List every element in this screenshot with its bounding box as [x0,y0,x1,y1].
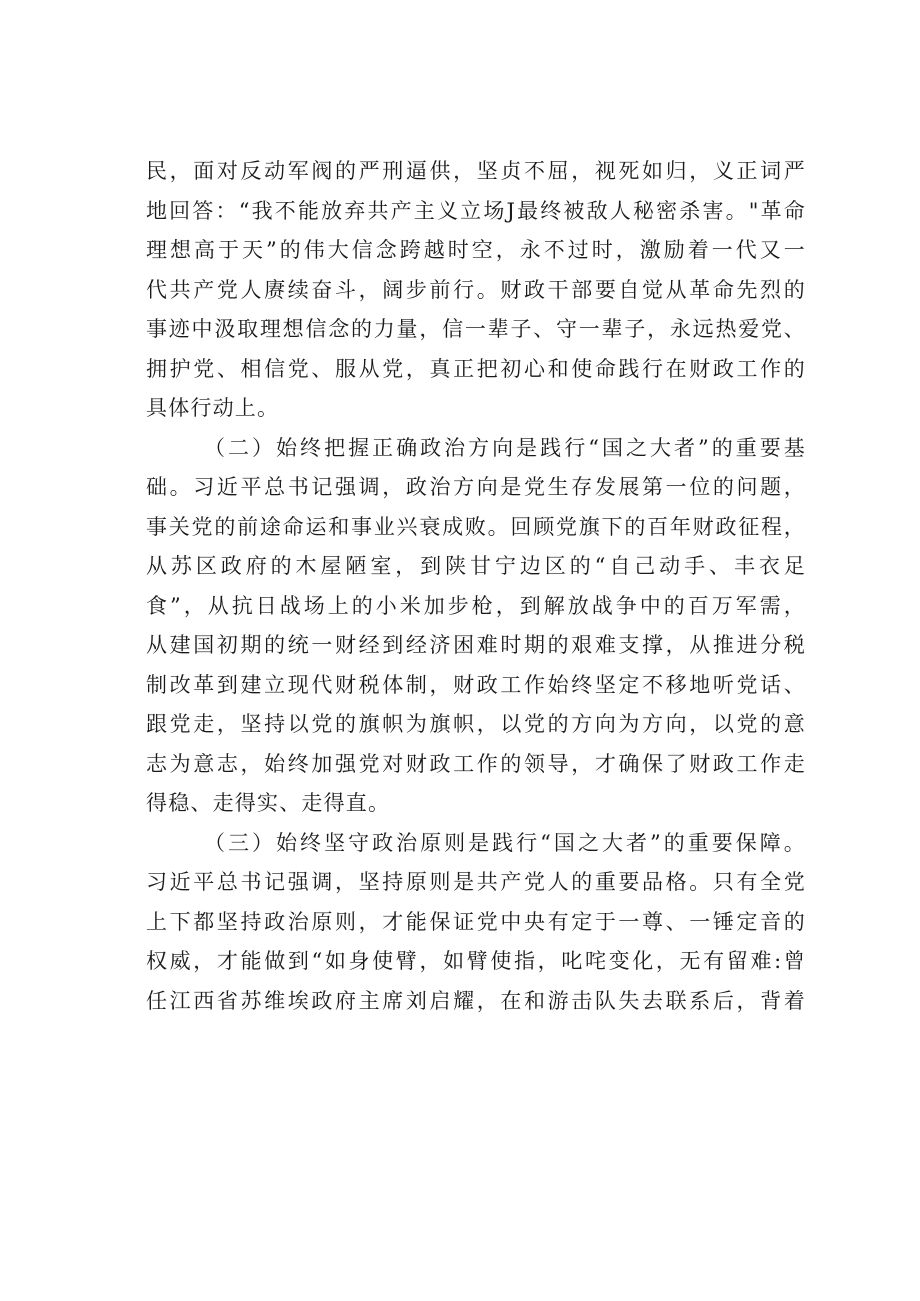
text-line: 具体行动上。 [146,396,280,420]
text-line: 代共产党人赓续奋斗，阔步前行。财政干部要自觉从革命先烈的 [146,277,806,302]
document-body [146,152,806,1021]
text-line: 权威，才能做到“如身使臂，如臂使指，叱咤变化，无有留难:曾 [146,949,806,973]
text-line: 上下都坚持政治原则，才能保证党中央有定于一尊、一锤定音的 [146,909,806,934]
text-line: 从苏区政府的木屋陋室，到陕甘宁边区的“自己动手、丰衣足 [146,554,806,578]
text-line: 食”，从抗日战场上的小米加步枪，到解放战争中的百万军需， [146,593,806,618]
paragraph-3 [146,824,806,1022]
text-line: 习近平总书记强调，坚持原则是共产党人的重要品格。只有全党 [146,870,806,894]
text-line: 从建国初期的统一财经到经济困难时期的艰难支撑，从推进分税 [146,633,806,657]
text-line: 民，面对反动军阀的严刑逼供，坚贞不屈，视死如归，义正词严 [146,159,806,183]
text-line: 任江西省苏维埃政府主席刘启耀，在和游击队失去联系后，背着 [146,988,806,1013]
section-heading-line: （三）始终坚守政治原则是践行“国之大者”的重要保障。 [204,830,806,855]
text-line: 制改革到建立现代财税体制，财政工作始终坚定不移地听党话、 [146,672,806,697]
text-line: 事迹中汲取理想信念的力量，信一辈子、守一辈子，永远热爱党、 [146,317,806,341]
text-line: 志为意志，始终加强党对财政工作的领导，才确保了财政工作走 [146,751,806,776]
text-line: 理想高于天”的伟大信念跨越时空，永不过时，激励着一代又一 [146,238,806,262]
text-line: 跟党走，坚持以党的旗帜为旗帜，以党的方向为方向，以党的意 [146,712,806,736]
text-line: 地回答：“我不能放弃共产主义立场J最终被敌人秘密杀害。"革命 [146,198,806,223]
paragraph-1 [146,152,806,429]
section-heading-line: （二）始终把握正确政治方向是践行“国之大者”的重要基 [204,435,806,460]
text-line: 得稳、走得实、走得直。 [146,791,391,815]
text-line: 础。习近平总书记强调，政治方向是党生存发展第一位的问题， [146,475,806,499]
text-line: 事关党的前途命运和事业兴衰成败。回顾党旗下的百年财政征程， [146,514,806,539]
paragraph-2 [146,429,806,824]
text-line: 拥护党、相信党、服从党，真正把初心和使命践行在财政工作的 [146,356,806,381]
